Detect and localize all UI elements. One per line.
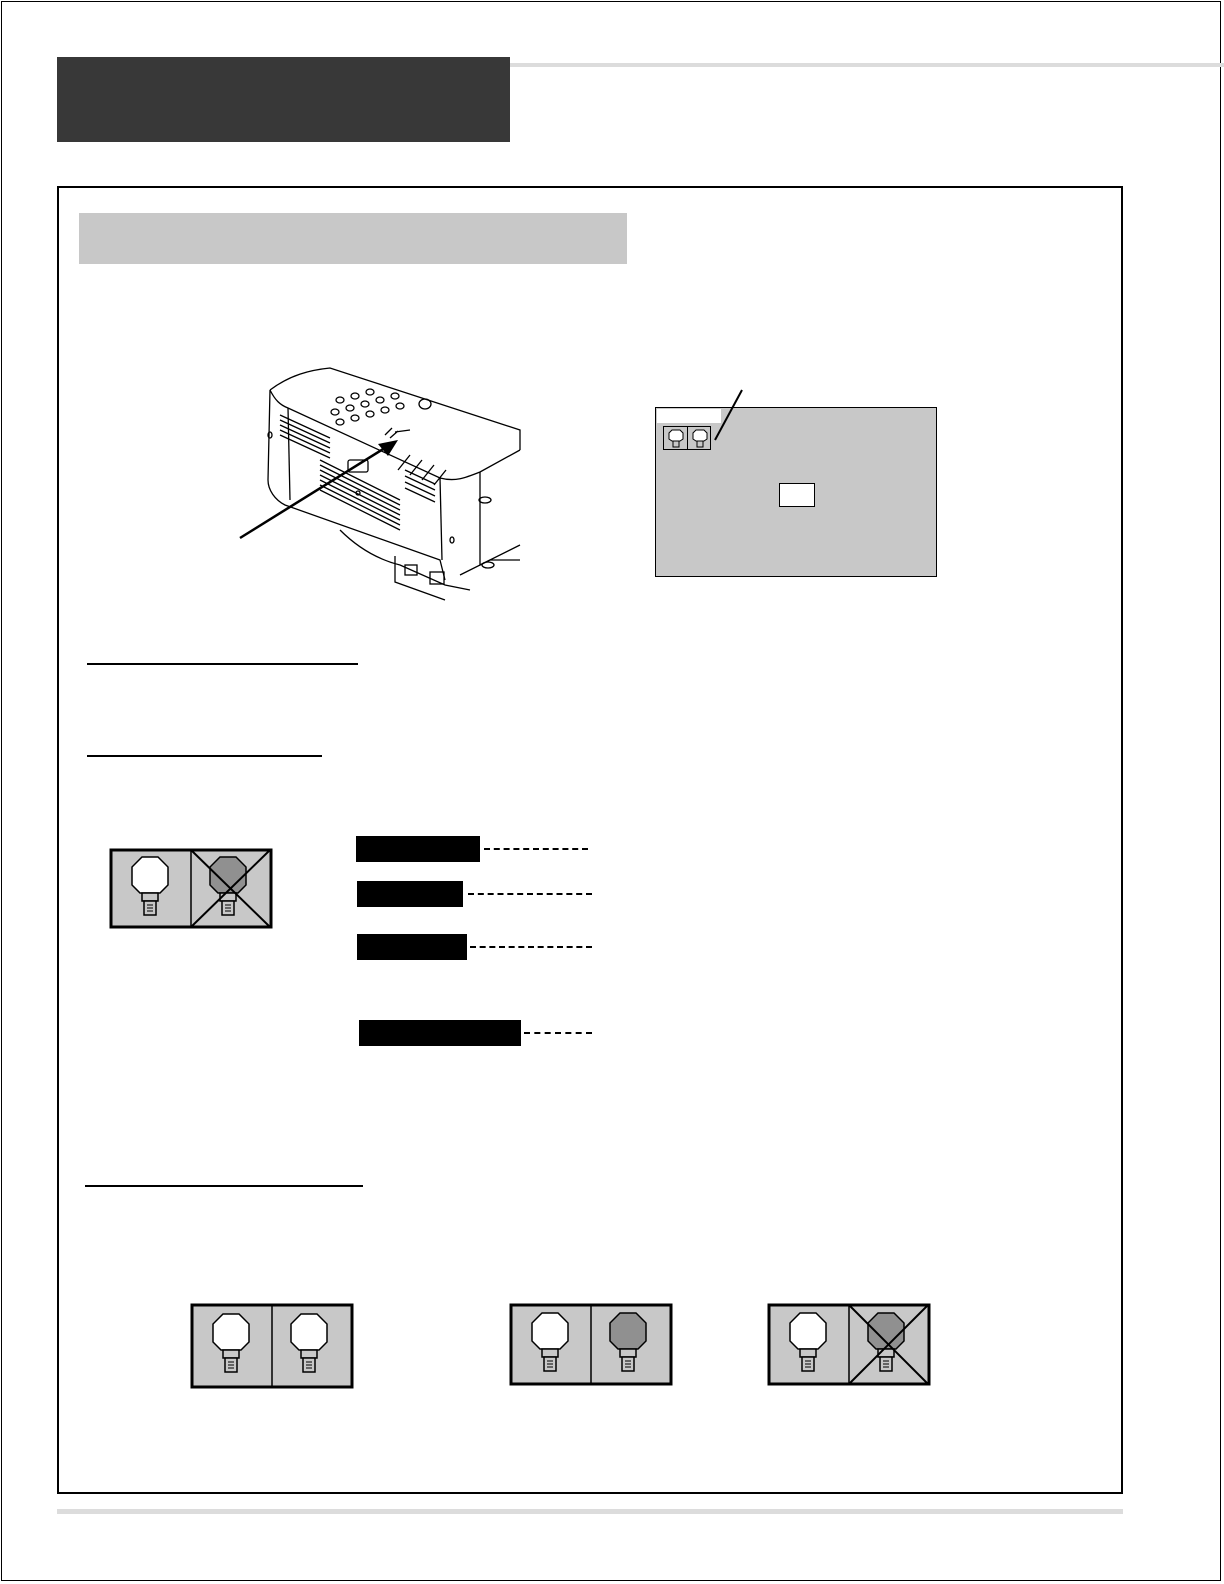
subheading-underline-1 xyxy=(87,663,358,665)
onscreen-lamp-icon xyxy=(663,426,711,450)
onscreen-box xyxy=(779,483,815,507)
lamp-indicator-icon xyxy=(110,849,272,929)
chapter-header-bar xyxy=(57,57,510,142)
lamp-both-on-icon xyxy=(191,1304,353,1389)
indicator-label-4 xyxy=(359,1020,521,1046)
indicator-label-1 xyxy=(356,836,480,862)
indicator-pointer-arrow xyxy=(238,430,408,545)
footer-rule xyxy=(57,1509,1123,1514)
onscreen-callout-line xyxy=(712,388,752,444)
leader-line-4 xyxy=(524,1032,592,1034)
content-box xyxy=(57,186,1123,1494)
leader-line-2 xyxy=(468,893,592,895)
onscreen-display xyxy=(655,407,937,577)
subheading-underline-2 xyxy=(87,755,322,757)
leader-line-3 xyxy=(470,946,592,948)
header-rule xyxy=(510,63,1224,67)
lamp-one-dim-icon xyxy=(510,1304,672,1386)
indicator-label-2 xyxy=(357,881,463,907)
lamp-one-failed-icon xyxy=(768,1304,930,1386)
section-title-bar xyxy=(79,213,627,264)
indicator-label-3 xyxy=(357,934,467,960)
leader-line-1 xyxy=(484,848,588,850)
subheading-underline-3 xyxy=(85,1185,363,1187)
